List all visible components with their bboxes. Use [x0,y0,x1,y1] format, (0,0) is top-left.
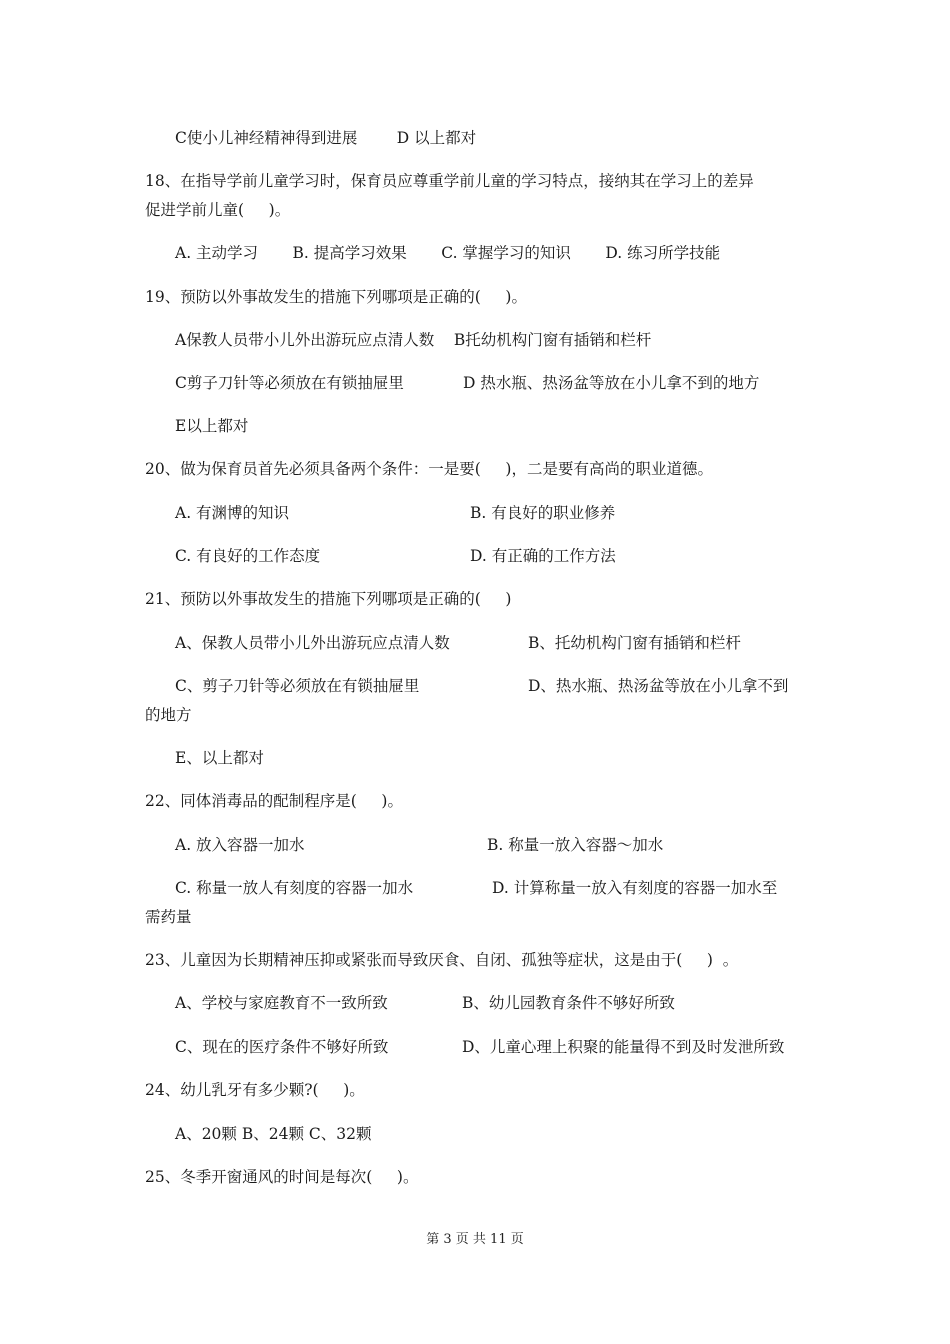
question-25: 25、冬季开窗通风的时间是每次( )。 [145,1168,419,1186]
question-20: 20、做为保育员首先必须具备两个条件：一是要( )，二是要有高尚的职业道德。 [145,460,713,478]
q21-option-e: E、以上都对 [175,749,264,767]
q23-option-c: C、现在的医疗条件不够好所致 [175,1038,389,1056]
q21-option-d: D、热水瓶、热汤盆等放在小儿拿不到 [528,677,789,695]
q20-option-d: D. 有正确的工作方法 [470,547,616,565]
q22-option-d-cont: 需药量 [145,908,192,926]
q21-option-a: A、保教人员带小儿外出游玩应点清人数 [175,634,450,652]
question-24: 24、幼儿乳牙有多少颗?( )。 [145,1081,365,1099]
q22-option-c: C. 称量一放人有刻度的容器一加水 [175,879,414,897]
q19-options-ab: A保教人员带小儿外出游玩应点清人数 B托幼机构门窗有插销和栏杆 [175,331,652,349]
q22-option-a: A. 放入容器一加水 [175,836,305,854]
question-23: 23、儿童因为长期精神压抑或紧张而导致厌食、自闭、孤独等症状，这是由于( ) 。 [145,951,739,969]
q20-option-b: B. 有良好的职业修养 [470,504,616,522]
question-21: 21、预防以外事故发生的措施下列哪项是正确的( ) [145,590,512,608]
q23-option-b: B、幼儿园教育条件不够好所致 [462,994,675,1012]
q24-options: A、20颗 B、24颗 C、32颗 [175,1125,372,1143]
q18-options: A. 主动学习 B. 提高学习效果 C. 掌握学习的知识 D. 练习所学技能 [175,244,721,262]
q20-option-c: C. 有良好的工作态度 [175,547,321,565]
q21-option-b: B、托幼机构门窗有插销和栏杆 [528,634,741,652]
q22-option-d: D. 计算称量一放入有刻度的容器一加水至 [492,879,778,897]
q23-option-d: D、儿童心理上积聚的能量得不到及时发泄所致 [462,1038,785,1056]
q21-option-d-cont: 的地方 [145,706,192,724]
question-18-cont: 促进学前儿童( )。 [145,201,291,219]
q19-option-e: E以上都对 [175,417,249,435]
q23-option-a: A、学校与家庭教育不一致所致 [175,994,388,1012]
page-footer: 第 3 页 共 11 页 [426,1232,524,1247]
question-19: 19、预防以外事故发生的措施下列哪项是正确的( )。 [145,288,527,306]
q20-option-a: A. 有渊博的知识 [175,504,290,522]
q19-options-cd: C剪子刀针等必须放在有锁抽屉里 D 热水瓶、热汤盆等放在小儿拿不到的地方 [175,374,760,392]
q22-option-b: B. 称量一放入容器～加水 [487,836,664,854]
q17-option-line: C使小儿神经精神得到进展 D 以上都对 [175,129,477,147]
q21-option-c: C、剪子刀针等必须放在有锁抽屉里 [175,677,420,695]
question-22: 22、同体消毒品的配制程序是( )。 [145,792,403,810]
question-18: 18、在指导学前儿童学习时，保育员应尊重学前儿童的学习特点，接纳其在学习上的差异 [145,172,754,190]
